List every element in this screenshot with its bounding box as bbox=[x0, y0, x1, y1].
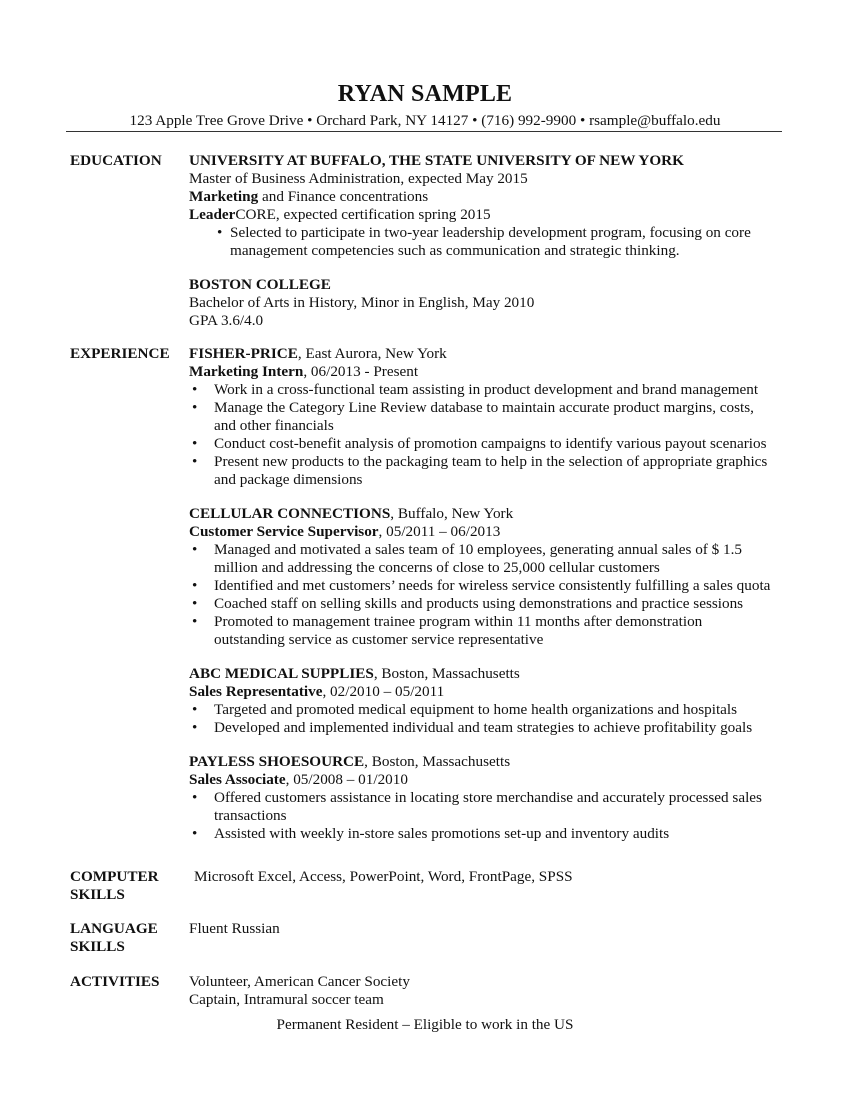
bullet-icon: • bbox=[192, 595, 198, 612]
company-location: , Buffalo, New York bbox=[390, 505, 514, 522]
bullet-icon: • bbox=[192, 577, 198, 594]
job-dates: , 06/2013 - Present bbox=[303, 363, 419, 380]
work-eligibility-note: Permanent Resident – Eligible to work in the US bbox=[276, 1016, 574, 1033]
section-label-education: EDUCATION bbox=[70, 152, 162, 169]
bullet-icon: • bbox=[192, 381, 198, 398]
job-title: Marketing Intern bbox=[189, 363, 304, 380]
company-location: , Boston, Massachusetts bbox=[364, 753, 511, 770]
section-label-computer-skills bbox=[70, 868, 185, 904]
list-item bbox=[189, 381, 790, 399]
school-name: UNIVERSITY AT BUFFALO, THE STATE UNIVERSITY OF NEW YORK bbox=[189, 152, 684, 169]
job-entry bbox=[189, 753, 790, 843]
job-company-line bbox=[189, 665, 790, 683]
concentration-rest: and Finance concentrations bbox=[258, 188, 429, 205]
job-title: Customer Service Supervisor bbox=[189, 523, 379, 540]
list-item bbox=[189, 224, 790, 260]
degree: Bachelor of Arts in History, Minor in English, May 2010 bbox=[189, 294, 535, 311]
bullet-text: Identified and met customers’ needs for wireless service consistently fulfilling a sales quota bbox=[214, 577, 771, 594]
job-dates: , 05/2008 – 01/2010 bbox=[285, 771, 408, 788]
bullet-text: Offered customers assistance in locating store merchandise and accurately processed sales bbox=[214, 789, 762, 806]
bullet-text: transactions bbox=[214, 807, 287, 824]
job-title-line bbox=[189, 771, 790, 789]
bullet-text: Selected to participate in two-year leadership development program, focusing on core bbox=[230, 224, 751, 241]
computer-skills-section bbox=[70, 868, 790, 903]
bullet-icon: • bbox=[192, 719, 198, 736]
company-name: ABC MEDICAL SUPPLIES bbox=[189, 665, 374, 682]
header-divider bbox=[66, 131, 782, 132]
bullet-icon: • bbox=[192, 613, 198, 630]
bullet-icon: • bbox=[217, 224, 223, 241]
bullet-icon: • bbox=[192, 399, 198, 416]
bullet-text: Developed and implemented individual and team strategies to achieve profitability goals bbox=[214, 719, 753, 736]
experience-section bbox=[70, 345, 790, 843]
footer-note-container bbox=[0, 1016, 850, 1034]
job-dates: , 02/2010 – 05/2011 bbox=[322, 683, 445, 700]
bullet-icon: • bbox=[192, 825, 198, 842]
job-title-line bbox=[189, 363, 790, 381]
gpa: GPA 3.6/4.0 bbox=[189, 312, 264, 329]
list-item bbox=[189, 577, 790, 595]
job-entry bbox=[189, 505, 790, 649]
computer-skills-value: Microsoft Excel, Access, PowerPoint, Word, FrontPage, SPSS bbox=[194, 868, 573, 885]
bullet-text: Managed and motivated a sales team of 10 employees, generating annual sales of $ 1.5 bbox=[214, 541, 743, 558]
label-line: SKILLS bbox=[70, 886, 125, 903]
label-line: SKILLS bbox=[70, 938, 125, 955]
list-item bbox=[189, 789, 790, 825]
company-name: CELLULAR CONNECTIONS bbox=[189, 505, 391, 522]
list-item bbox=[189, 541, 790, 577]
label-line: LANGUAGE bbox=[70, 920, 158, 937]
language-skills-section bbox=[70, 920, 790, 955]
list-item bbox=[189, 435, 790, 453]
job-title-line bbox=[189, 683, 790, 701]
job-company-line bbox=[189, 345, 790, 363]
bullet-text: Work in a cross-functional team assisting in product development and brand management bbox=[214, 381, 759, 398]
contact-line: 123 Apple Tree Grove Drive • Orchard Park, NY 14127 • (716) 992-9900 • rsample@buffalo.edu bbox=[129, 112, 721, 129]
list-item bbox=[189, 825, 790, 843]
job-title: Sales Representative bbox=[189, 683, 323, 700]
job-entry bbox=[189, 345, 790, 489]
section-label-language-skills bbox=[70, 920, 185, 956]
bullet-text: Manage the Category Line Review database to maintain accurate product margins, costs, bbox=[214, 399, 754, 416]
list-item bbox=[189, 453, 790, 489]
job-dates: , 05/2011 – 06/2013 bbox=[378, 523, 501, 540]
bullet-icon: • bbox=[192, 541, 198, 558]
bullet-text: million and addressing the concerns of close to 25,000 cellular customers bbox=[214, 559, 660, 576]
activities-section bbox=[70, 973, 790, 1009]
bullet-text: Targeted and promoted medical equipment to home health organizations and hospitals bbox=[214, 701, 738, 718]
degree: Master of Business Administration, expected May 2015 bbox=[189, 170, 528, 187]
program bbox=[189, 206, 790, 224]
list-item bbox=[189, 719, 790, 737]
school-name: BOSTON COLLEGE bbox=[189, 276, 331, 293]
bullet-text: Promoted to management trainee program within 11 months after demonstration bbox=[214, 613, 703, 630]
bullet-text: Coached staff on selling skills and products using demonstrations and practice sessions bbox=[214, 595, 744, 612]
program-bold: Leader bbox=[189, 206, 236, 223]
bullet-icon: • bbox=[192, 435, 198, 452]
company-location: , Boston, Massachusetts bbox=[373, 665, 520, 682]
bullet-icon: • bbox=[192, 453, 198, 470]
list-item bbox=[189, 701, 790, 719]
bullet-text: outstanding service as customer service representative bbox=[214, 631, 544, 648]
bullet-text: and other financials bbox=[214, 417, 334, 434]
list-item bbox=[189, 613, 790, 649]
resume-name: RYAN SAMPLE bbox=[337, 81, 513, 107]
bullet-text: Present new products to the packaging team to help in the selection of appropriate graphics bbox=[214, 453, 768, 470]
company-name: PAYLESS SHOESOURCE bbox=[189, 753, 365, 770]
job-title: Sales Associate bbox=[189, 771, 286, 788]
activity-item: Captain, Intramural soccer team bbox=[189, 991, 384, 1008]
bullet-text: Assisted with weekly in-store sales promotions set-up and inventory audits bbox=[214, 825, 670, 842]
section-label-experience: EXPERIENCE bbox=[70, 345, 170, 362]
list-item bbox=[189, 595, 790, 613]
job-company-line bbox=[189, 753, 790, 771]
company-location: , East Aurora, New York bbox=[297, 345, 447, 362]
section-label-activities: ACTIVITIES bbox=[70, 973, 160, 990]
concentration-bold: Marketing bbox=[189, 188, 259, 205]
bullet-text: and package dimensions bbox=[214, 471, 363, 488]
job-title-line bbox=[189, 523, 790, 541]
bullet-text: Conduct cost-benefit analysis of promotion campaigns to identify various payout scenarios bbox=[214, 435, 767, 452]
label-line: COMPUTER bbox=[70, 868, 159, 885]
job-company-line bbox=[189, 505, 790, 523]
activity-item: Volunteer, American Cancer Society bbox=[189, 973, 410, 990]
job-entry bbox=[189, 665, 790, 737]
bullet-text: management competencies such as communication and strategic thinking. bbox=[230, 242, 680, 259]
program-rest: CORE, expected certification spring 2015 bbox=[235, 206, 491, 223]
list-item bbox=[189, 399, 790, 435]
bullet-icon: • bbox=[192, 701, 198, 718]
language-skills-value: Fluent Russian bbox=[189, 920, 280, 937]
concentration bbox=[189, 188, 790, 206]
company-name: FISHER-PRICE bbox=[189, 345, 298, 362]
bullet-icon: • bbox=[192, 789, 198, 806]
education-section bbox=[70, 152, 790, 330]
